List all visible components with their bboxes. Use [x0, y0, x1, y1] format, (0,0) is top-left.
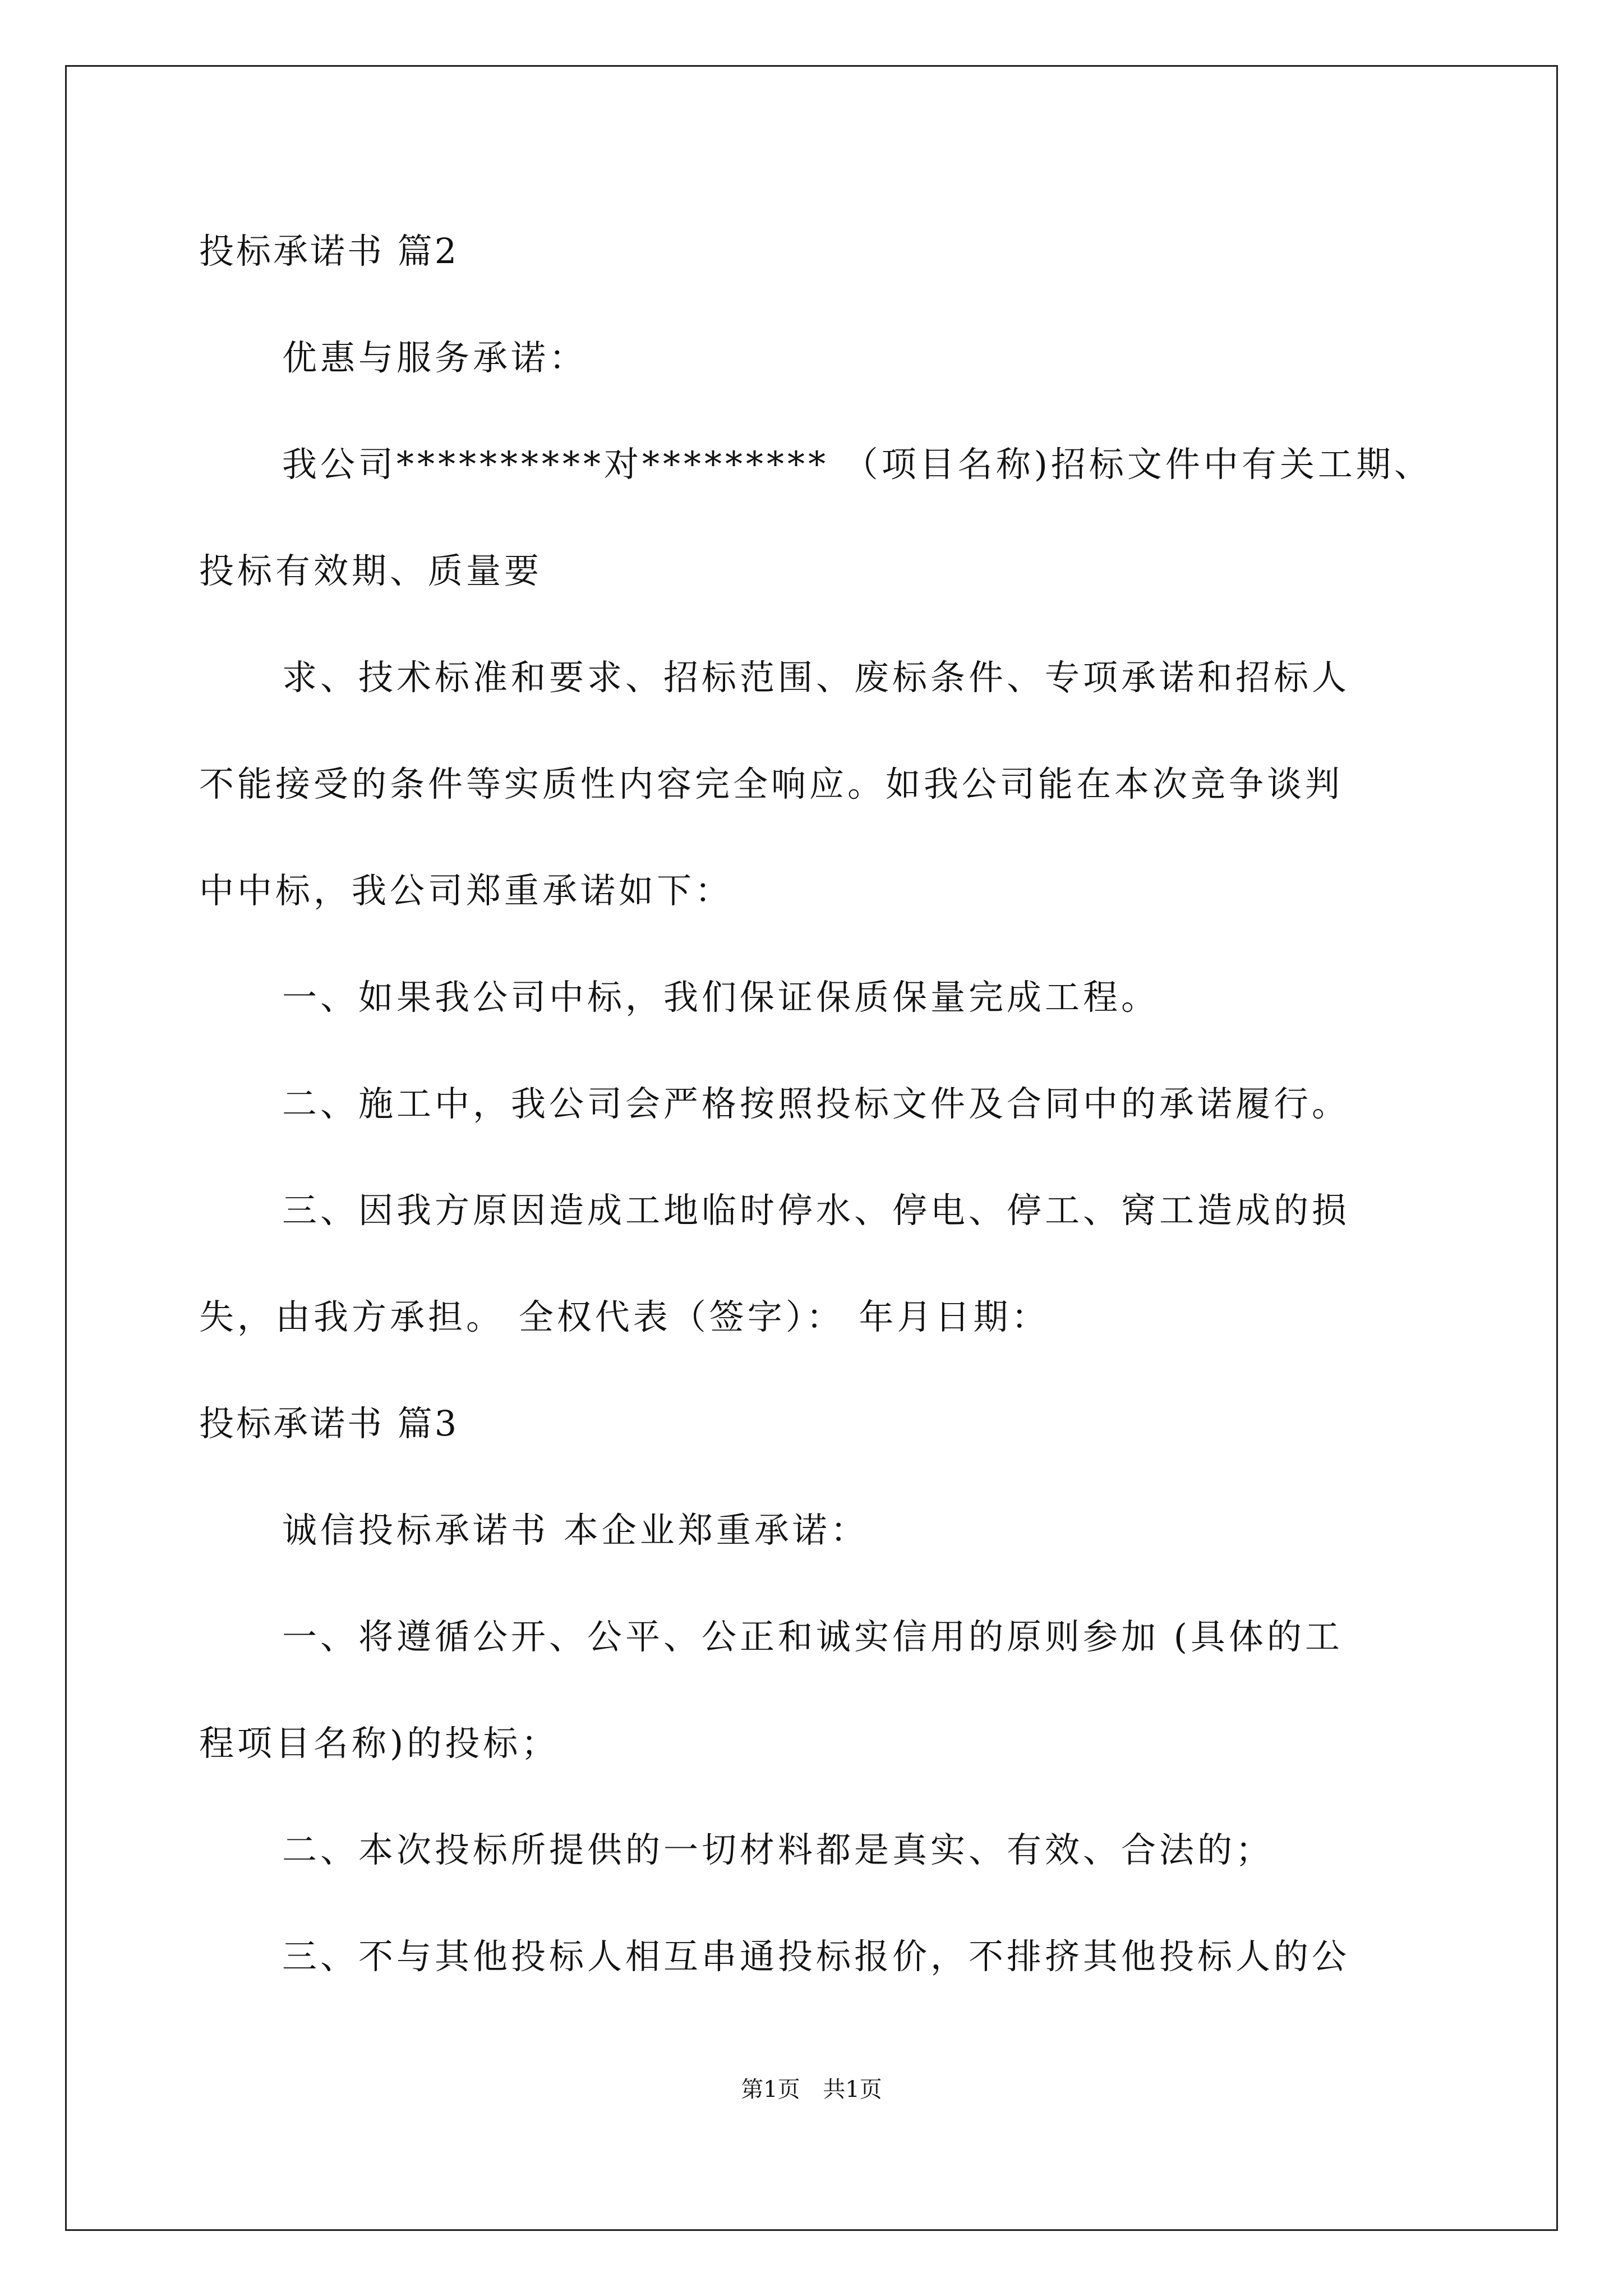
paragraph-line: 一、如果我公司中标，我们保证保质保量完成工程。 — [282, 977, 1160, 1018]
page-frame — [65, 65, 1558, 2231]
paragraph-line: 程项目名称)的投标； — [199, 1723, 560, 1764]
paragraph-line: 优惠与服务承诺： — [282, 337, 588, 378]
section-heading-3: 投标承诺书 篇3 — [199, 1403, 459, 1444]
page-total: 共1页 — [823, 2077, 882, 2102]
paragraph-line: 不能接受的条件等实质性内容完全响应。如我公司能在本次竞争谈判 — [199, 763, 1344, 804]
paragraph-line: 失，由我方承担。 全权代表（签字）： 年月日期： — [199, 1296, 1050, 1337]
section-heading-2: 投标承诺书 篇2 — [199, 231, 459, 272]
page-footer — [0, 2076, 1623, 2104]
paragraph-line: 一、将遵循公开、公平、公正和诚实信用的原则参加 (具体的工 — [282, 1616, 1343, 1657]
paragraph-line: 二、施工中，我公司会严格按照投标文件及合同中的承诺履行。 — [282, 1083, 1350, 1124]
paragraph-line: 诚信投标承诺书 本企业郑重承诺： — [282, 1510, 869, 1550]
paragraph-line: 我公司**********对********* （项目名称)招标文件中有关工期、 — [282, 444, 1432, 485]
page-number: 第1页 — [741, 2077, 800, 2102]
paragraph-line: 三、不与其他投标人相互串通投标报价，不排挤其他投标人的公 — [282, 1936, 1350, 1977]
paragraph-line: 中中标，我公司郑重承诺如下： — [199, 870, 734, 911]
paragraph-line: 求、技术标准和要求、招标范围、废标条件、专项承诺和招标人 — [282, 657, 1350, 698]
paragraph-line: 投标有效期、质量要 — [199, 550, 543, 591]
paragraph-line: 三、因我方原因造成工地临时停水、停电、停工、窝工造成的损 — [282, 1190, 1350, 1231]
paragraph-line: 二、本次投标所提供的一切材料都是真实、有效、合法的； — [282, 1829, 1274, 1870]
